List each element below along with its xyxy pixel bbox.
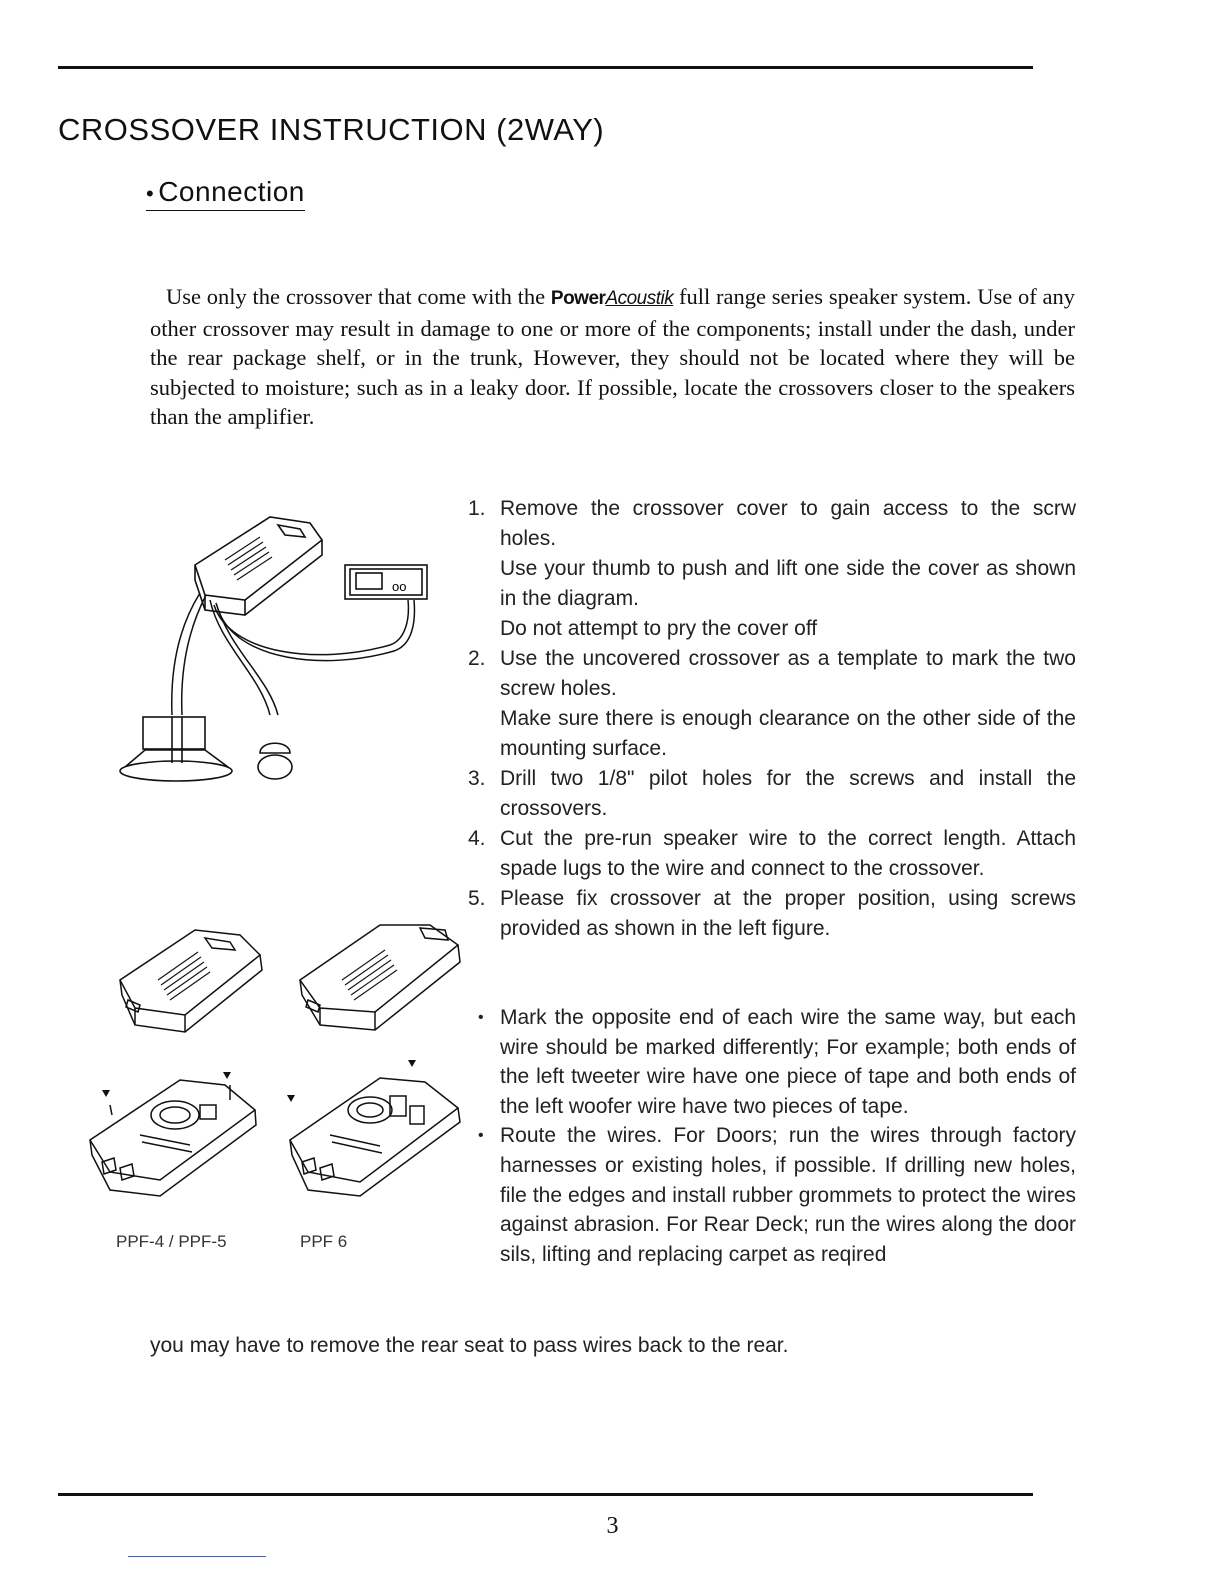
page-title: CROSSOVER INSTRUCTION (2WAY) [58,112,605,147]
page-number: 3 [606,1513,619,1539]
step-line: Please fix crossover at the proper position, using screws provided as shown in the left figure. [500,887,1076,940]
crossover-models-diagram [80,900,480,1220]
step-item [468,644,1076,764]
step-line: Make sure there is enough clearance on the other side of the mounting surface. [500,707,1076,760]
closing-line: you may have to remove the rear seat to pass wires back to the rear. [150,1334,789,1357]
top-rule [58,66,1033,69]
subtitle-bullet: • [146,181,155,206]
brand-part1: Power [550,288,606,309]
crossover-wiring-diagram [110,505,440,795]
caption-ppf6: PPF 6 [300,1232,348,1251]
tweeter-speaker [258,743,292,779]
step-line: Remove the crossover cover to gain access to the scrw holes. [500,497,1076,550]
link-underline [128,1556,266,1557]
step-item [468,494,1076,644]
step-line: Do not attempt to pry the cover off [500,617,818,640]
crossover-ppf45-top [120,930,262,1032]
speaker-wires [172,593,415,715]
intro-before-brand: Use only the crossover that come with the [166,284,551,309]
step-number: 2. [468,647,486,670]
brand-part2: Acoustik [605,288,674,309]
brand-logo [551,288,673,309]
step-item [468,824,1076,884]
step-item [468,884,1076,944]
step-line: Use your thumb to push and lift one side the cover as shown in the diagram. [500,557,1076,610]
intro-after-brand: full range series speaker system. Use of any other crossover may result in damage to one or more of the components; install under the dash, under the rear package shelf, or in the trunk, However, they should not be located where they will be subjected to moisture; such as in a leaky door. If possible, locate the crossovers closer to the speakers than the amplifier. [150,284,1075,430]
note-text: Route the wires. For Doors; run the wires through factory harnesses or existing holes, if possible. If drilling new holes, file the edges and install rubber grommets to protect the wires against abrasion. For Rear Deck; run the wires along the door sils, lifting and replacing carpet as reqired [500,1124,1076,1266]
note-bullet: • [478,1127,484,1145]
step-line: Use the uncovered crossover as a template to mark the two screw holes. [500,647,1076,700]
note-bullet: • [478,1009,484,1026]
amplifier-box [345,565,427,599]
crossover-ppf45-open [90,1080,256,1196]
bottom-rule [58,1493,1033,1496]
wiring-notes [476,1003,1076,1269]
intro-paragraph [150,282,1075,432]
amp-label: oo [392,579,407,594]
woofer-speaker [120,717,232,781]
step-line: Cut the pre-run speaker wire to the correct length. Attach spade lugs to the wire and connect to the crossover. [500,827,1076,880]
caption-ppf45: PPF-4 / PPF-5 [116,1232,227,1251]
step-number: 5. [468,887,486,910]
step-line: Drill two 1/8" pilot holes for the screws and install the crossovers. [500,767,1076,820]
step-number: 3. [468,767,486,790]
crossover-ppf6-top [300,925,460,1030]
step-number: 1. [468,497,486,520]
note-text: Mark the opposite end of each wire the same way, but each wire should be marked differently; For example; both ends of the left tweeter wire have one piece of tape and both ends of the left woofer wire have two pieces of tape. [500,1006,1076,1118]
section-subtitle [146,176,305,211]
crossover-ppf6-open [290,1078,460,1196]
note-item [476,1003,1076,1121]
crossover-unit [195,517,322,615]
step-item [468,764,1076,824]
installation-steps [468,494,1076,944]
step-number: 4. [468,827,486,850]
note-item [476,1121,1076,1269]
subtitle-text: Connection [158,176,305,207]
